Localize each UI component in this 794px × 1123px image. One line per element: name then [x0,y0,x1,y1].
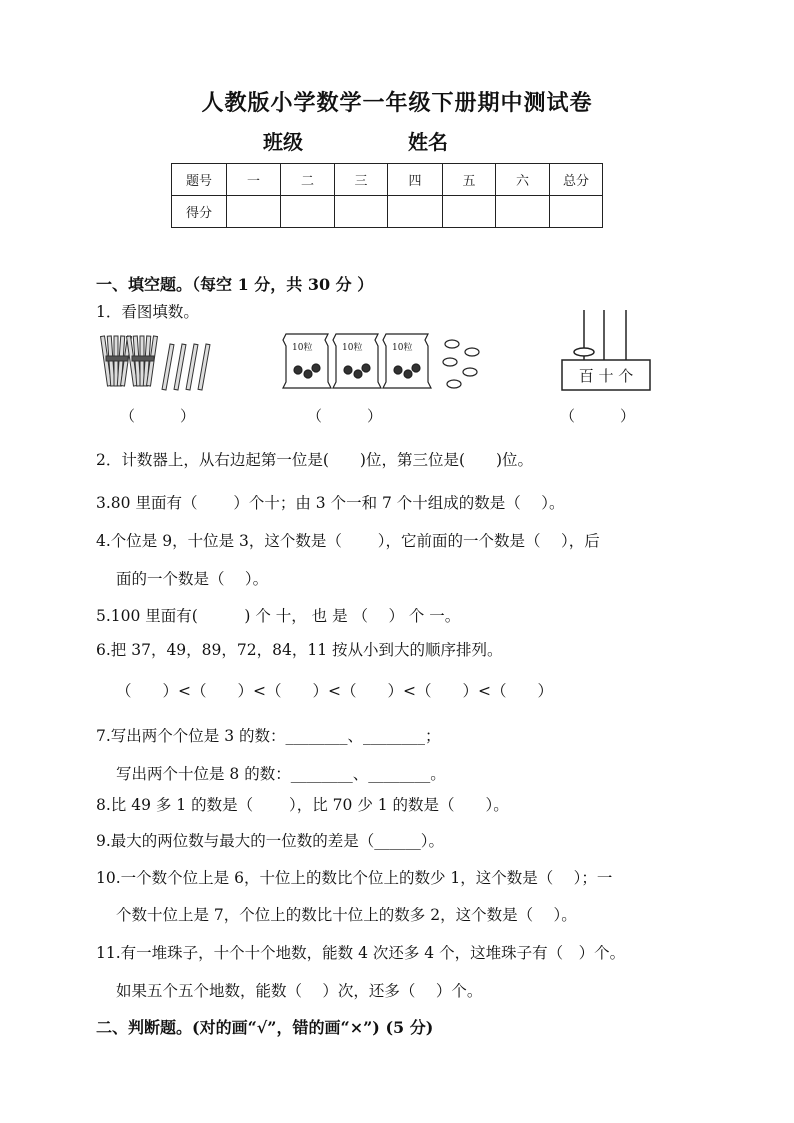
score-header-cell: 六 [496,164,550,196]
bag-label: 10粒 [392,343,413,353]
answer-blank[interactable]: （ ） [307,407,383,425]
score-input-cell[interactable] [335,196,388,228]
class-label: 班级 [263,130,303,154]
score-header-cell: 二 [281,164,335,196]
question-6: 6.把 37，49，89，72，84，11 按从小到大的顺序排列。 [96,641,503,659]
question-2: 2．计数器上，从右边起第一位是( )位，第三位是( )位。 [96,451,534,469]
stick-bundle [127,336,158,386]
bag-label: 10粒 [292,343,313,353]
question-3: 3.80 里面有（ ）个十；由 3 个一和 7 个十组成的数是（ ）。 [96,494,565,512]
page-title: 人教版小学数学一年级下册期中测试卷 [201,90,593,116]
section-2-title: 二、判断题。(对的画“√”，错的画“×”) (5 分) [96,1018,434,1037]
question-1: 1．看图填数。 [96,303,199,321]
score-input-cell[interactable] [227,196,281,228]
abacus-place-labels: 百 十 个 [578,367,634,385]
score-header-cell: 五 [443,164,496,196]
question-7-continued: 写出两个十位是 8 的数：________、________。 [116,765,446,783]
score-table [171,163,603,228]
score-header-cell: 一 [227,164,281,196]
answer-blank[interactable]: （ ） [560,407,636,425]
score-input-cell[interactable] [496,196,550,228]
question-10-continued: 个数十位上是 7，个位上的数比十位上的数多 2，这个数是（ ）。 [116,906,577,924]
stick-bundles-illustration [100,330,220,392]
question-6-blanks[interactable]: （ ）<（ ）<（ ）<（ ）<（ ）<（ ） [116,682,553,700]
question-8: 8.比 49 多 1 的数是（ ），比 70 少 1 的数是（ ）。 [96,796,509,814]
question-9: 9.最大的两位数与最大的一位数的差是（______）。 [96,832,445,850]
question-10: 10.一个数个位上是 6，十位上的数比个位上的数少 1，这个数是（ ）；一 [96,869,613,887]
question-7: 7.写出两个个位是 3 的数：________、________； [96,727,441,745]
candy-bag [383,334,431,388]
question-11: 11.有一堆珠子，十个十个地数，能数 4 次还多 4 个，这堆珠子有（ ）个。 [96,944,626,962]
abacus-illustration [558,306,654,394]
question-4-continued: 面的一个数是（ ）。 [116,570,269,588]
score-row-label: 得分 [172,196,227,228]
bag-label: 10粒 [342,343,363,353]
loose-candies [443,340,479,388]
score-table-header-row [172,164,603,196]
score-table-score-row [172,196,603,228]
score-input-cell[interactable] [550,196,603,228]
score-header-cell: 总分 [550,164,603,196]
score-header-cell: 三 [335,164,388,196]
question-5: 5.100 里面有( ) 个 十， 也 是 （ ） 个 一。 [96,607,461,625]
single-sticks [162,344,210,390]
candy-bag [333,334,381,388]
section-1-title: 一、填空题。（每空 1 分，共 30 分 ） [96,275,374,294]
question-4: 4.个位是 9，十位是 3，这个数是（ ），它前面的一个数是（ ），后 [96,532,600,550]
stick-bundle [101,336,132,386]
answer-blank[interactable]: （ ） [120,407,196,425]
score-input-cell[interactable] [388,196,443,228]
score-input-cell[interactable] [281,196,335,228]
score-input-cell[interactable] [443,196,496,228]
candy-bag [283,334,331,388]
score-header-cell: 题号 [172,164,227,196]
name-label: 姓名 [408,130,448,154]
question-11-continued: 如果五个五个地数，能数（ ）次，还多（ ）个。 [116,982,483,1000]
score-header-cell: 四 [388,164,443,196]
candy-bags-illustration [282,330,492,392]
